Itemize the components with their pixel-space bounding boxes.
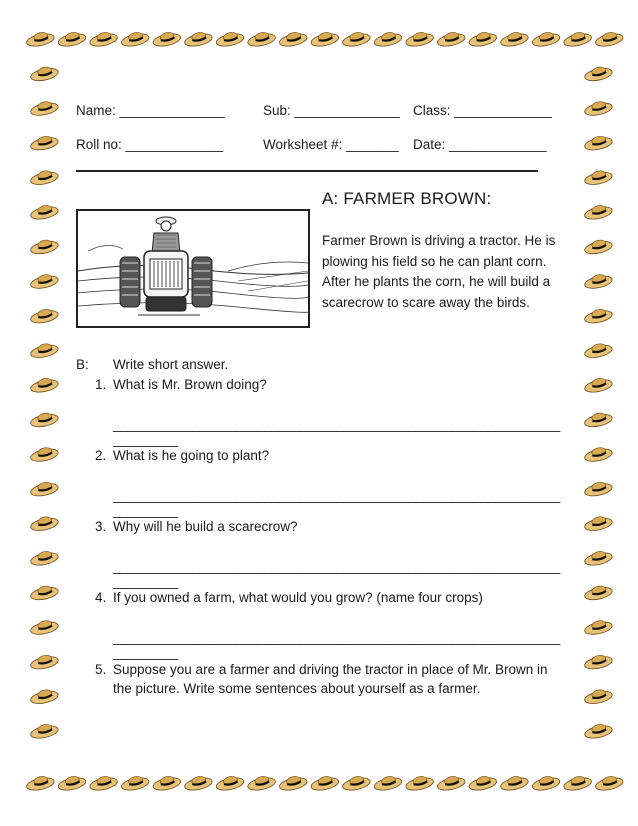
straw-hat-icon bbox=[583, 99, 613, 117]
question-1: 1. What is Mr. Brown doing? bbox=[95, 377, 267, 392]
date-field: Date: _____________ bbox=[413, 137, 547, 152]
straw-hat-icon bbox=[29, 445, 59, 463]
straw-hat-icon bbox=[404, 30, 434, 48]
class-field: Class: _____________ bbox=[413, 103, 552, 118]
straw-hat-icon bbox=[29, 618, 59, 636]
section-b-instruction: Write short answer. bbox=[113, 357, 229, 372]
straw-hat-icon bbox=[25, 774, 55, 792]
straw-hat-icon bbox=[583, 203, 613, 221]
straw-hat-icon bbox=[531, 774, 561, 792]
straw-hat-icon bbox=[583, 584, 613, 602]
header-divider bbox=[76, 170, 538, 172]
straw-hat-icon bbox=[583, 687, 613, 705]
straw-hat-icon bbox=[499, 30, 529, 48]
straw-hat-icon bbox=[29, 203, 59, 221]
straw-hat-icon bbox=[29, 272, 59, 290]
straw-hat-icon bbox=[29, 376, 59, 394]
straw-hat-icon bbox=[29, 549, 59, 567]
question-5: 5. Suppose you are a farmer and driving the tractor in place of Mr. Brown in the picture. Write some sentences about yourself as a farmer. bbox=[95, 662, 548, 696]
straw-hat-icon bbox=[583, 722, 613, 740]
straw-hat-icon bbox=[29, 168, 59, 186]
straw-hat-icon bbox=[29, 341, 59, 359]
straw-hat-icon bbox=[29, 99, 59, 117]
roll-no-field: Roll no: _____________ bbox=[76, 137, 224, 152]
straw-hat-icon bbox=[583, 168, 613, 186]
straw-hat-icon bbox=[278, 774, 308, 792]
straw-hat-icon bbox=[29, 722, 59, 740]
straw-hat-icon bbox=[29, 65, 59, 83]
straw-hat-icon bbox=[29, 653, 59, 671]
straw-hat-icon bbox=[29, 514, 59, 532]
straw-hat-icon bbox=[583, 445, 613, 463]
straw-hat-icon bbox=[183, 30, 213, 48]
straw-hat-icon bbox=[499, 774, 529, 792]
straw-hat-icon bbox=[57, 774, 87, 792]
straw-hat-icon bbox=[152, 30, 182, 48]
straw-hat-icon bbox=[215, 30, 245, 48]
subject-field: Sub: ______________ bbox=[263, 103, 400, 118]
straw-hat-icon bbox=[583, 238, 613, 256]
straw-hat-icon bbox=[29, 687, 59, 705]
straw-hat-icon bbox=[246, 774, 276, 792]
straw-hat-icon bbox=[373, 774, 403, 792]
straw-hat-icon bbox=[594, 30, 624, 48]
straw-hat-icon bbox=[25, 30, 55, 48]
straw-hat-icon bbox=[594, 774, 624, 792]
straw-hat-icon bbox=[29, 238, 59, 256]
straw-hat-icon bbox=[436, 30, 466, 48]
straw-hat-icon bbox=[404, 774, 434, 792]
straw-hat-icon bbox=[310, 774, 340, 792]
straw-hat-icon bbox=[583, 341, 613, 359]
straw-hat-icon bbox=[583, 376, 613, 394]
straw-hat-icon bbox=[583, 272, 613, 290]
straw-hat-icon bbox=[152, 774, 182, 792]
straw-hat-icon bbox=[246, 30, 276, 48]
straw-hat-icon bbox=[468, 774, 498, 792]
question-3: 3. Why will he build a scarecrow? bbox=[95, 519, 298, 534]
straw-hat-icon bbox=[583, 307, 613, 325]
straw-hat-icon bbox=[583, 653, 613, 671]
straw-hat-icon bbox=[531, 30, 561, 48]
worksheet-number-field: Worksheet #: _______ bbox=[263, 137, 399, 152]
straw-hat-icon bbox=[29, 584, 59, 602]
straw-hat-icon bbox=[562, 30, 592, 48]
question-2: 2. What is he going to plant? bbox=[95, 448, 270, 463]
straw-hat-icon bbox=[278, 30, 308, 48]
story-paragraph: Farmer Brown is driving a tractor. He is plowing his field so he can plant corn. After he plants the corn, he will build a scarecrow to scare away the birds. bbox=[322, 233, 556, 310]
straw-hat-icon bbox=[468, 30, 498, 48]
answer-line-1[interactable]: ______________________________________________________________ _________ bbox=[113, 417, 560, 447]
straw-hat-icon bbox=[88, 30, 118, 48]
straw-hat-icon bbox=[29, 134, 59, 152]
straw-hat-icon bbox=[583, 549, 613, 567]
straw-hat-icon bbox=[583, 411, 613, 429]
straw-hat-icon bbox=[562, 774, 592, 792]
straw-hat-icon bbox=[215, 774, 245, 792]
straw-hat-icon bbox=[341, 774, 371, 792]
question-4: 4. If you owned a farm, what would you grow? (name four crops) bbox=[95, 590, 483, 605]
straw-hat-icon bbox=[583, 514, 613, 532]
answer-line-2[interactable]: ______________________________________________________________ _________ bbox=[113, 488, 560, 518]
straw-hat-icon bbox=[310, 30, 340, 48]
answer-line-4[interactable]: ______________________________________________________________ _________ bbox=[113, 630, 560, 660]
straw-hat-icon bbox=[583, 480, 613, 498]
straw-hat-icon bbox=[88, 774, 118, 792]
name-field: Name: ______________ bbox=[76, 103, 225, 118]
straw-hat-icon bbox=[583, 134, 613, 152]
answer-line-3[interactable]: ______________________________________________________________ _________ bbox=[113, 559, 560, 589]
straw-hat-icon bbox=[436, 774, 466, 792]
straw-hat-icon bbox=[57, 30, 87, 48]
straw-hat-icon bbox=[120, 30, 150, 48]
straw-hat-icon bbox=[341, 30, 371, 48]
straw-hat-icon bbox=[29, 307, 59, 325]
straw-hat-icon bbox=[29, 411, 59, 429]
straw-hat-icon bbox=[583, 65, 613, 83]
straw-hat-icon bbox=[183, 774, 213, 792]
straw-hat-icon bbox=[583, 618, 613, 636]
straw-hat-icon bbox=[29, 480, 59, 498]
straw-hat-icon bbox=[373, 30, 403, 48]
section-b-label: B: bbox=[76, 357, 89, 372]
farmer-tractor-illustration bbox=[76, 209, 310, 328]
straw-hat-icon bbox=[120, 774, 150, 792]
section-a-title: A: FARMER BROWN: bbox=[322, 189, 492, 208]
